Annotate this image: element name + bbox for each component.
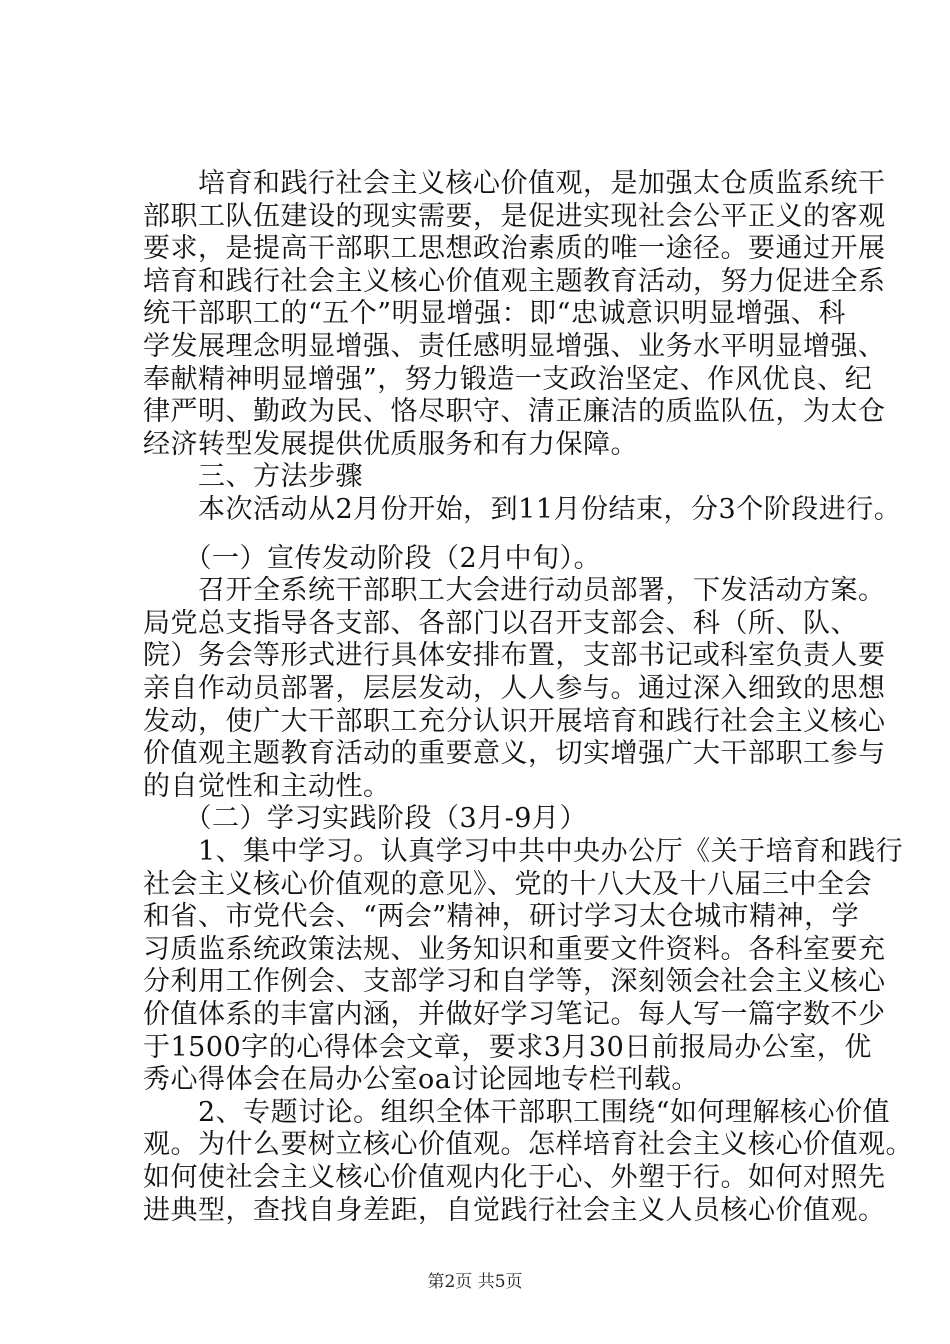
paragraph-line: 本次活动从2月份开始，到11月份结束，分3个阶段进行。: [143, 494, 902, 525]
paragraph-line: 要求，是提高干部职工思想政治素质的唯一途径。要通过开展: [143, 233, 886, 265]
paragraph-line: 统干部职工的“五个”明显增强：即“忠诚意识明显增强、科: [143, 298, 846, 330]
paragraph-line: 价值体系的丰富内涵，并做好学习笔记。每人写一篇字数不少: [143, 999, 886, 1030]
paragraph-line: 奉献精神明显增强”，努力锻造一支政治坚定、作风优良、纪: [143, 363, 873, 395]
paragraph-line: 社会主义核心价值观的意见》、党的十八大及十八届三中全会: [143, 868, 872, 900]
paragraph-line: 院）务会等形式进行具体安排布置，支部书记或科室负责人要: [143, 640, 886, 672]
paragraph-line: 2、专题讨论。组织全体干部职工围绕“如何理解核心价值: [143, 1096, 890, 1128]
paragraph-line: 亲自作动员部署，层层发动，人人参与。通过深入细致的思想: [143, 673, 886, 704]
paragraph-line: 召开全系统干部职工大会进行动员部署，下发活动方案。: [143, 575, 886, 607]
paragraph-line: 部职工队伍建设的现实需要，是促进实现社会公平正义的客观: [143, 200, 886, 232]
paragraph-line: 和省、市党代会、“两会”精神，研讨学习太仓城市精神，学: [143, 901, 860, 933]
paragraph-line: 1、集中学习。认真学习中共中央办公厅《关于培育和践行: [143, 836, 904, 867]
section-heading: 三、方法步骤: [143, 461, 363, 493]
paragraph-line: 的自觉性和主动性。: [143, 770, 391, 802]
paragraph-line: 经济转型发展提供优质服务和有力保障。: [143, 428, 638, 460]
paragraph-line: 如何使社会主义核心价值观内化于心、外塑于行。如何对照先: [143, 1162, 886, 1193]
paragraph-line: 于1500字的心得体会文章，要求3月30日前报局办公室，优: [143, 1031, 872, 1063]
paragraph-line: 培育和践行社会主义核心价值观，是加强太仓质监系统干: [143, 168, 886, 199]
subsection-heading: （二）学习实践阶段（3月-9月）: [143, 803, 587, 835]
subsection-heading: （一）宣传发动阶段（2月中旬）。: [143, 542, 602, 574]
paragraph-line: 局党总支指导各支部、各部门以召开支部会、科（所、队、: [143, 607, 858, 639]
paragraph-line: 进典型，查找自身差距，自觉践行社会主义人员核心价值观。: [143, 1194, 886, 1226]
paragraph-line: 习质监系统政策法规、业务知识和重要文件资料。各科室要充: [143, 933, 886, 965]
paragraph-line: 秀心得体会在局办公室oa讨论园地专栏刊载。: [143, 1064, 699, 1096]
paragraph-line: 学发展理念明显增强、责任感明显增强、业务水平明显增强、: [143, 331, 886, 362]
paragraph-line: 观。为什么要树立核心价值观。怎样培育社会主义核心价值观。: [143, 1129, 913, 1161]
paragraph-line: 发动，使广大干部职工充分认识开展培育和践行社会主义核心: [143, 705, 886, 737]
paragraph-line: 律严明、勤政为民、恪尽职守、清正廉洁的质监队伍，为太仓: [143, 396, 886, 428]
paragraph-line: 价值观主题教育活动的重要意义，切实增强广大干部职工参与: [143, 738, 886, 770]
paragraph-line: 培育和践行社会主义核心价值观主题教育活动，努力促进全系: [143, 265, 886, 297]
page-number-footer: 第2页 共5页: [427, 1272, 523, 1292]
paragraph-line: 分利用工作例会、支部学习和自学等，深刻领会社会主义核心: [143, 966, 886, 998]
